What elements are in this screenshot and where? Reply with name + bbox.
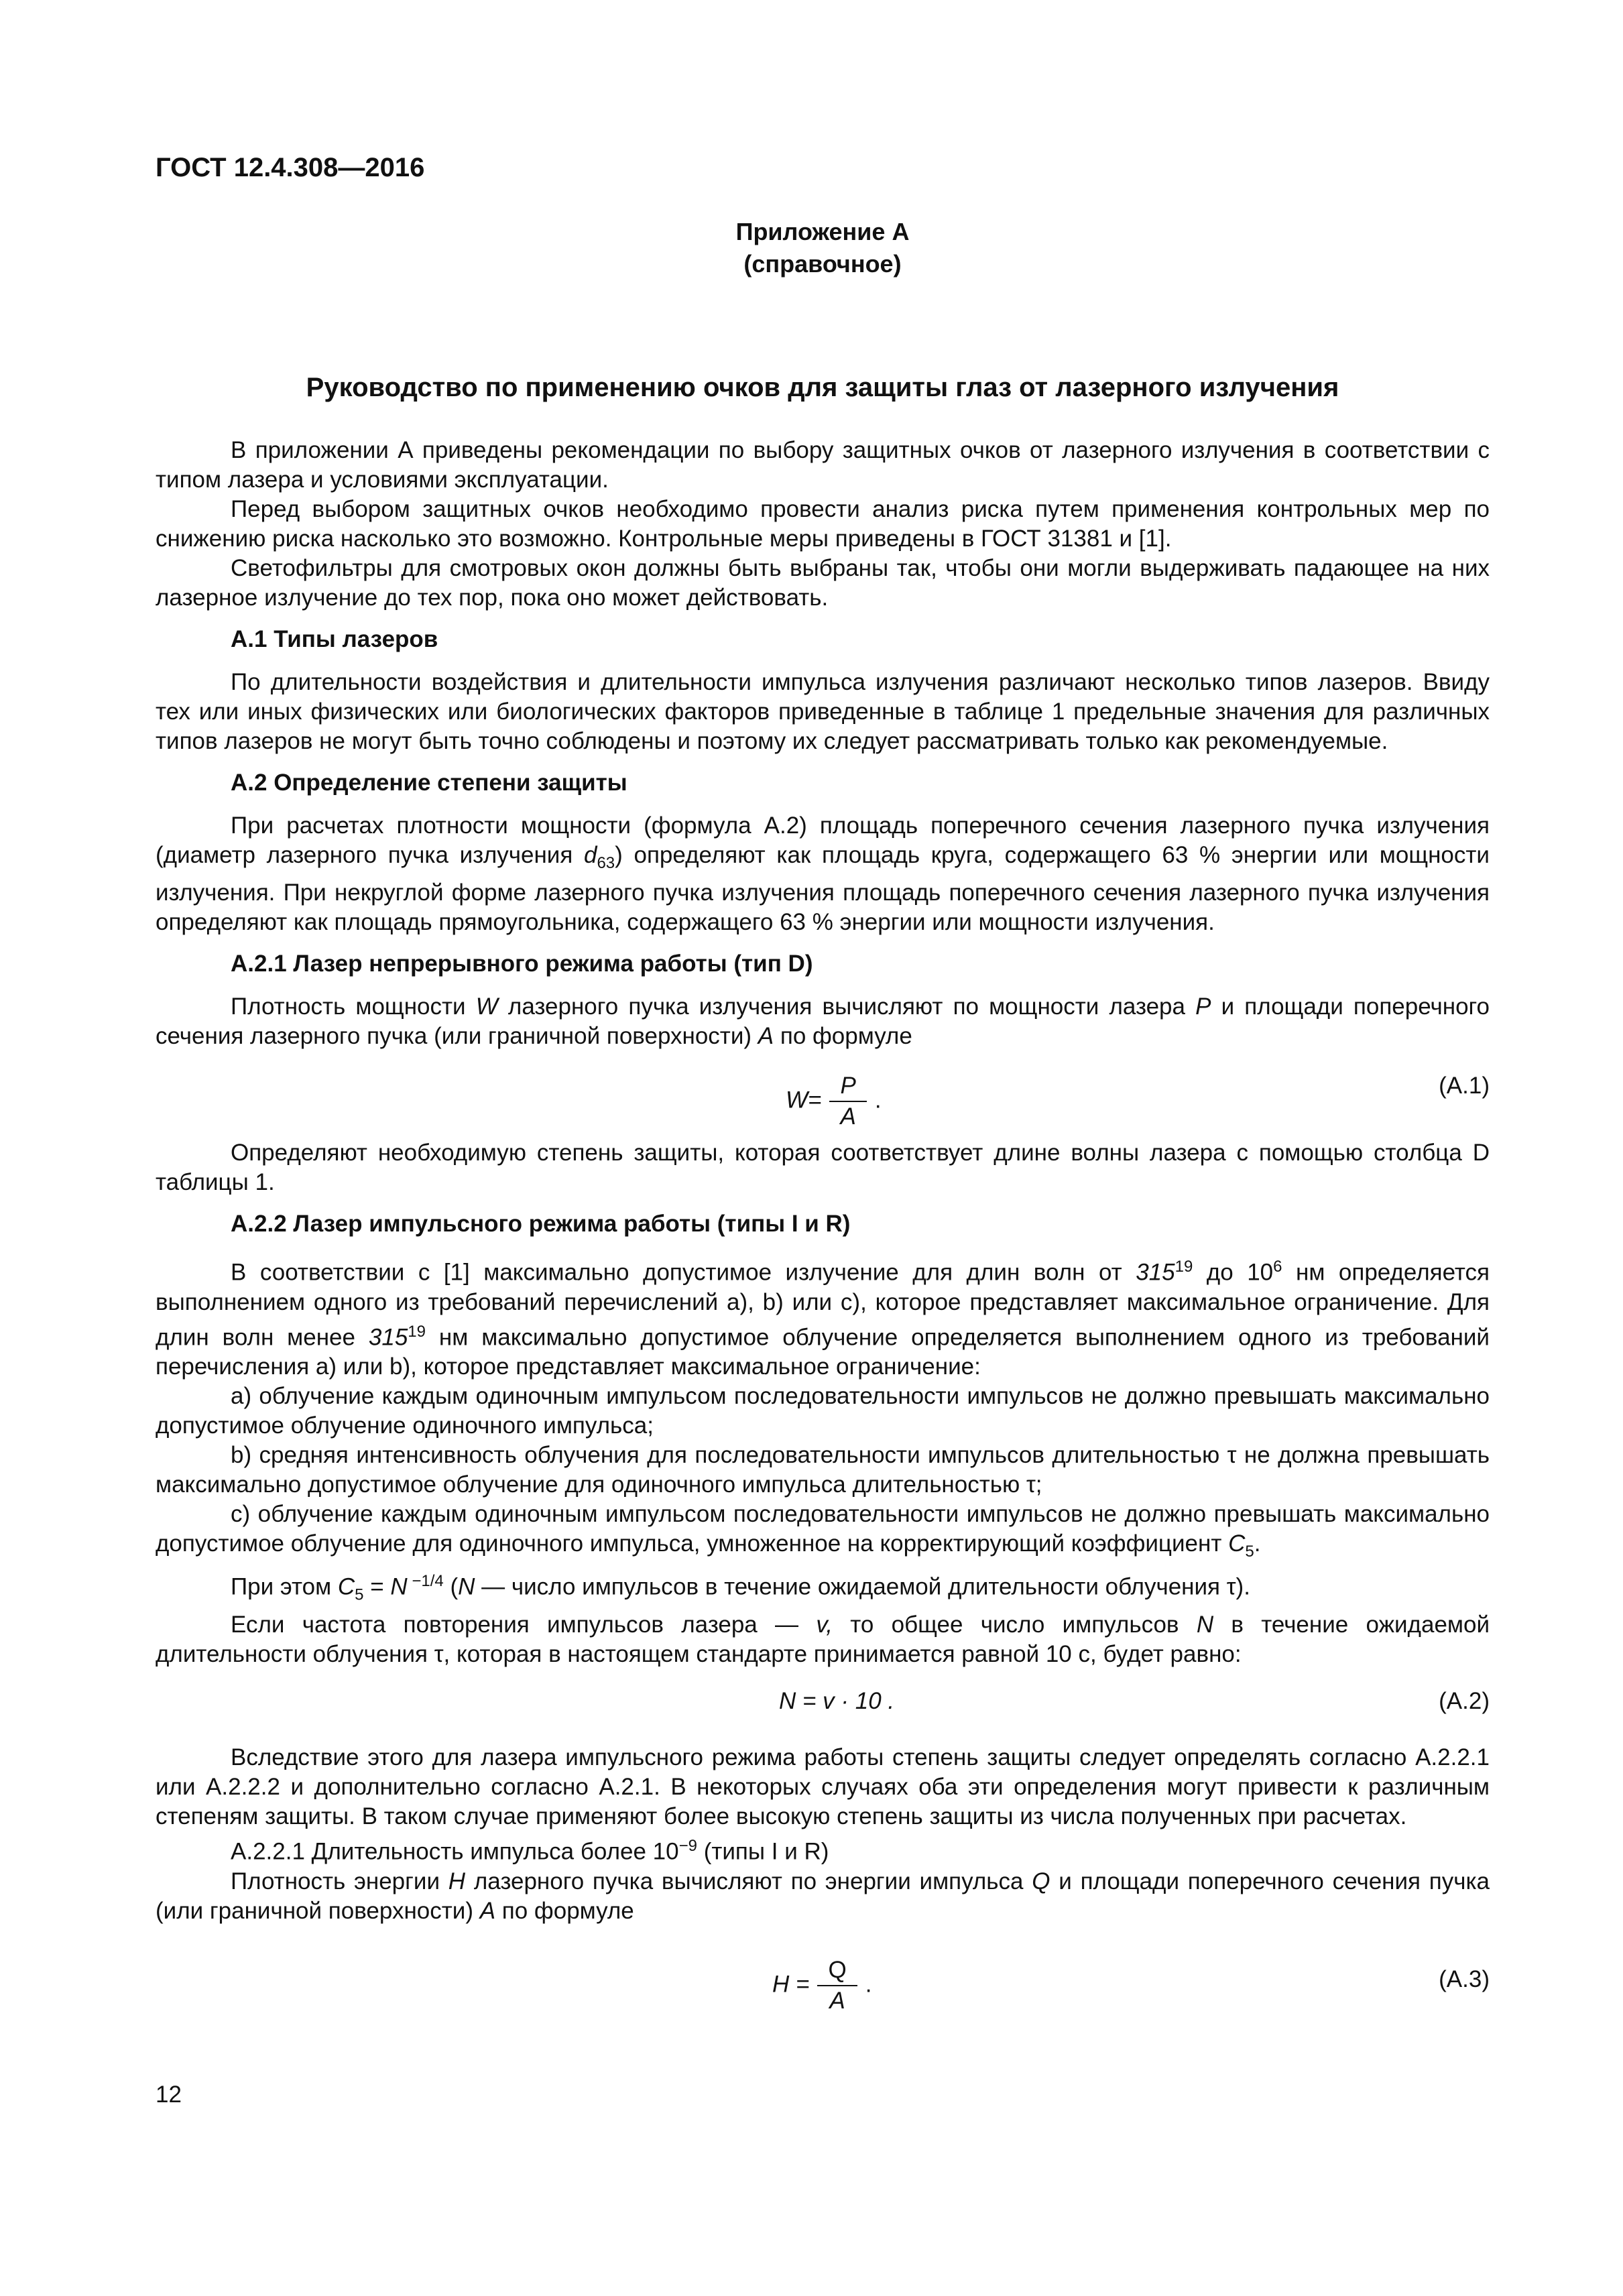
section-a2-heading: А.2 Определение степени защиты [231, 770, 627, 796]
section-a1-text: По длительности воздействия и длительности импульса излучения различают несколько типов лазеров. Ввиду тех или иных физических или биологических факторов приведенные в таблице 1 предельные значения для различных типов лазеров не могут быть точно соблюдены и поэтому их следует рассматривать только как рекомендуемые. [156, 669, 1490, 754]
section-a22-c5-definition: При этом $C_5 = N$ $^{-1/4}$ (N — число импульсов в течение ожидаемой длительности облучения τ). [231, 1572, 1250, 1604]
section-a221-text: Плотность энергии H лазерного пучка вычисляют по энергии импульса Q и площади поперечного сечения пучка (или граничной поверхности) A по формуле [156, 1868, 1490, 1924]
list-item-c: с) облучение каждым одиночным импульсом последовательности импульсов не должно превышать максимально допустимое облучение для одиночного импульса, умноженное на корректирующий коэффициент $C_5$. [156, 1501, 1490, 1561]
section-a22-pulse-count: Если частота повторения импульсов лазера — v, то общее число импульсов N в течение ожидаемой длительности облучения τ, которая в настоящем стандарте принимается равной 10 с, будет равно: [156, 1611, 1490, 1667]
section-a21-text: Плотность мощности W лазерного пучка излучения вычисляют по мощности лазера P и площади поперечного сечения лазерного пучка (или граничной поверхности) A по формуле [156, 993, 1490, 1049]
intro-paragraph-1: В приложении А приведены рекомендации по выбору защитных очков от лазерного излучения в соответствии с типом лазера и условиями эксплуатации. [156, 437, 1490, 493]
formula-a1-label: (А.1) [1439, 1073, 1490, 1099]
formula-a2 [156, 1677, 1490, 1738]
formula-a1 [156, 1059, 1490, 1133]
appendix-title: Приложение А [735, 218, 910, 245]
section-a22-conclusion: Вследствие этого для лазера импульсного режима работы степень защиты следует определять согласно А.2.2.1 или А.2.2.2 и дополнительно согласно А.2.1. В некоторых случаях оба эти определения могут привести к различным степеням защиты. В таком случае применяют более высокую степень защиты из числа полученных при расчетах. [156, 1744, 1490, 1829]
document-header: ГОСТ 12.4.308—2016 [156, 153, 425, 182]
formula-a1-expression: W= $\frac{P}{A}$ . [786, 1073, 882, 1130]
formula-a3-expression: H = $\frac{Q}{A}$ . [772, 1956, 872, 2014]
section-a21-text-2: Определяют необходимую степень защиты, которая соответствует длине волны лазера с помощью столбца D таблицы 1. [156, 1140, 1490, 1195]
intro-paragraph-2: Перед выбором защитных очков необходимо провести анализ риска путем применения контрольных мер по снижению риска насколько это возможно. Контрольные меры приведены в ГОСТ 31381 и [1]. [156, 496, 1490, 552]
formula-a2-expression: N = v · 10 . [779, 1687, 895, 1714]
section-a21-heading: А.2.1 Лазер непрерывного режима работы (тип D) [231, 951, 813, 977]
section-a221-heading: А.2.2.1 Длительность импульса более $10^{-9}$ (типы I и R) [231, 1836, 829, 1865]
formula-a2-label: (А.2) [1439, 1687, 1490, 1714]
page-number: 12 [156, 2081, 182, 2108]
formula-a3 [156, 1941, 1490, 2028]
document-body [156, 436, 1490, 2033]
section-a22-text: В соответствии с [1] максимально допустимое излучение для длин волн от $315^{19}$ до $10^6$ нм определяется выполнением одного из требований перечислений а), b) или с), которое представляет максимальное ограничение. Для длин волн менее $315^{19}$ нм максимально допустимое облучение определяется выполнением одного из требований перечисления а) или b), которое представляет максимальное ограничение: [156, 1258, 1490, 1380]
section-a1-heading: А.1 Типы лазеров [231, 626, 438, 652]
section-a22-heading: А.2.2 Лазер импульсного режима работы (типы I и R) [231, 1211, 851, 1237]
main-title: Руководство по применению очков для защиты глаз от лазерного излучения [306, 373, 1339, 402]
intro-paragraph-3: Светофильтры для смотровых окон должны быть выбраны так, чтобы они могли выдерживать падающее на них лазерное излучение до тех пор, пока оно может действовать. [156, 555, 1490, 611]
list-item-b: b) средняя интенсивность облучения для последовательности импульсов длительностью τ не должна превышать максимально допустимое облучение для одиночного импульса длительностью τ; [156, 1442, 1490, 1498]
list-item-a: а) облучение каждым одиночным импульсом последовательности импульсов не должно превышать максимально допустимое облучение одиночного импульса; [156, 1383, 1490, 1439]
appendix-note: (справочное) [743, 250, 902, 278]
formula-a3-label: (А.3) [1439, 1966, 1490, 1992]
appendix-heading [156, 216, 1490, 280]
section-a2-text: При расчетах плотности мощности (формула А.2) площадь поперечного сечения лазерного пучка излучения (диаметр лазерного пучка излучения $d_{63}$) определяют как площадь круга, содержащего 63 % энергии или мощности излучения. При некруглой форме лазерного пучка излучения площадь поперечного сечения лазерного пучка излучения определяют как площадь прямоугольника, содержащего 63 % энергии или мощности излучения. [156, 812, 1490, 935]
